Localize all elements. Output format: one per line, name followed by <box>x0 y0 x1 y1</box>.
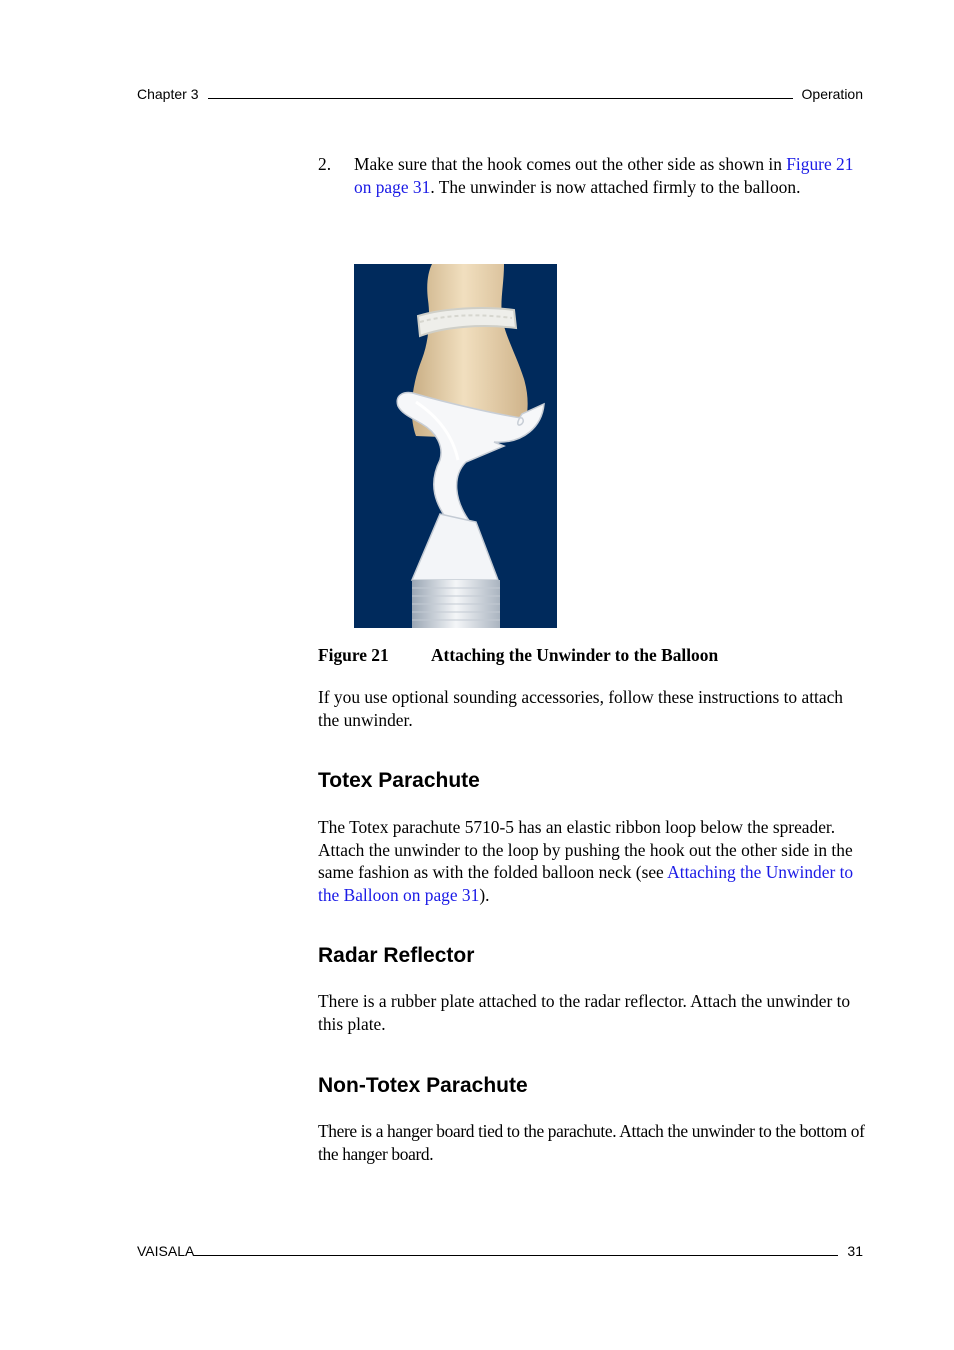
radar-paragraph: There is a rubber plate attached to the radar reflector. Attach the unwinder to this plate. <box>318 991 851 1034</box>
intro-paragraph: If you use optional sounding accessories, follow these instructions to attach the unwinder. <box>318 687 843 730</box>
step-text <box>354 153 866 198</box>
step-2 <box>318 153 866 198</box>
attaching-unwinder-link[interactable]: Attaching the Unwinder to the Balloon on page 31 <box>318 862 854 905</box>
figure-caption <box>318 644 718 666</box>
figure-title: Attaching the Unwinder to the Balloon <box>431 645 719 665</box>
step-text-before: Make sure that the hook comes out the other side as shown in <box>354 154 787 174</box>
page-header <box>137 86 863 102</box>
header-rule <box>208 97 792 99</box>
step-number: 2. <box>318 154 332 174</box>
figure-21-link[interactable]: Figure 21 on page 31 <box>354 154 854 197</box>
figure-label: Figure 21 <box>318 645 389 665</box>
step-text-after: . The unwinder is now attached firmly to the balloon. <box>430 176 801 197</box>
totex-paragraph <box>318 816 866 906</box>
header-chapter: Chapter 3 <box>137 86 199 102</box>
totex-text-before: The Totex parachute 5710-5 has an elastic ribbon loop below the spreader. Attach the unwinder to the loop by pushing the hook out the other side in the same fashion as with the folded balloon neck (see <box>318 817 853 883</box>
page-footer <box>137 1243 863 1259</box>
heading-totex-parachute: Totex Parachute <box>318 769 480 792</box>
non-totex-paragraph: There is a hanger board tied to the parachute. Attach the unwinder to the bottom of the hanger board. <box>318 1121 865 1164</box>
footer-company: VAISALA <box>137 1243 195 1259</box>
totex-text-after: ). <box>479 884 490 905</box>
heading-radar-reflector: Radar Reflector <box>318 944 475 967</box>
header-section: Operation <box>801 86 863 102</box>
figure-21-photo <box>354 264 557 628</box>
footer-rule <box>194 1254 838 1256</box>
heading-non-totex-parachute: Non-Totex Parachute <box>318 1074 528 1097</box>
page-number: 31 <box>847 1243 863 1259</box>
